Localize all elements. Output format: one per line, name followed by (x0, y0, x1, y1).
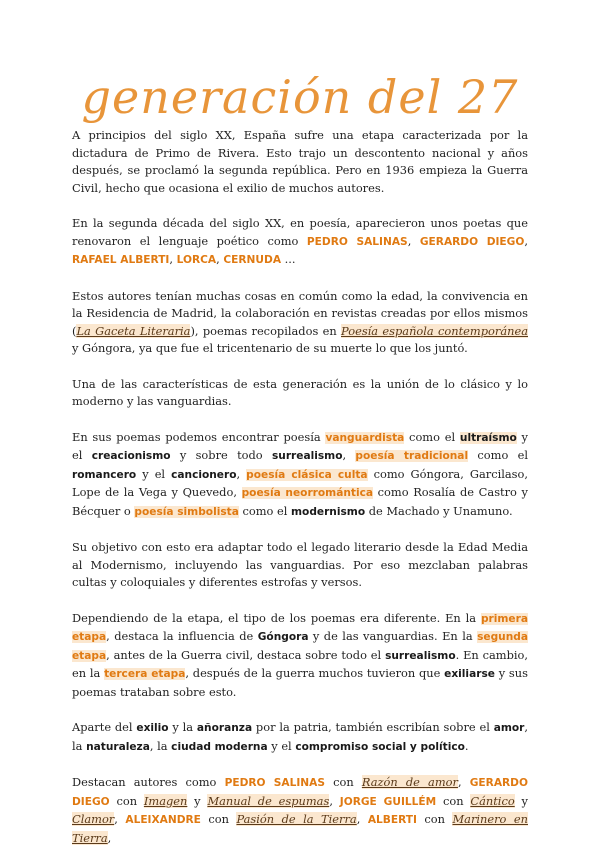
highlighted-term: segunda etapa (72, 631, 528, 662)
highlighted-term: GERARDO DIEGO (419, 235, 525, 248)
text-run: , después de la guerra muchos tuvieron que (185, 666, 445, 680)
text-run: con (200, 812, 237, 826)
text-run: ... (281, 252, 296, 266)
text-run: , (524, 233, 528, 248)
highlighted-term: modernismo (291, 505, 366, 518)
text-run: Una de las características de esta generación es la unión de lo clásico y lo moderno y las vanguardias. (72, 376, 528, 408)
text-run: y (514, 793, 528, 808)
highlighted-term: primera etapa (72, 612, 528, 643)
text-run: y el (72, 429, 528, 462)
text-run: y la (168, 720, 197, 734)
text-run: , (169, 252, 177, 266)
text-run: Su objetivo con esto era adaptar todo el legado literario desde la Edad Media al Modernismo, incluyendo las vanguardias. Por eso mezclaban palabras cultas y coloquiales y diferentes estrofas y versos. (72, 540, 528, 589)
text-run: con (416, 812, 453, 826)
text-run: y sus poemas trataban sobre esto. (72, 666, 528, 699)
text-run: , (236, 466, 247, 481)
work-title: Cántico (470, 793, 515, 808)
highlighted-term: vanguardista (325, 431, 405, 444)
highlighted-term: ALBERTI (367, 814, 417, 826)
highlighted-term: RAFAEL ALBERTI (72, 254, 170, 266)
paragraph-9 (72, 774, 528, 847)
text-run: como el (404, 429, 460, 444)
document-body (72, 127, 528, 865)
text-run: ), poemas recopilados en (190, 323, 342, 338)
text-run: En la segunda década del siglo XX, en poesía, aparecieron unos poetas que renovaron el lenguaje poético como (72, 216, 528, 248)
text-run: , destaca la influencia de (106, 629, 258, 643)
highlighted-term: poesía neorromántica (241, 487, 374, 499)
text-run: . En cambio, en la (72, 647, 529, 680)
text-run: , (107, 830, 112, 845)
highlighted-term: GERARDO DIEGO (72, 777, 528, 808)
highlighted-term: PEDRO SALINAS (306, 235, 408, 248)
text-run: , (407, 233, 420, 248)
text-run: , la (149, 738, 172, 753)
text-run: con (436, 793, 471, 808)
text-run: , (342, 448, 356, 462)
highlighted-term: PEDRO SALINAS (224, 777, 325, 789)
work-title: Pasión de la Tierra (236, 812, 357, 826)
text-run: , (356, 812, 368, 826)
text-run: , antes de la Guerra civil, destaca sobre todo el (106, 647, 386, 662)
work-title: Imagen (143, 793, 188, 808)
highlighted-term: surrealismo (385, 649, 456, 662)
highlighted-term: compromiso social y político (295, 740, 465, 753)
paragraph-8 (72, 719, 528, 756)
work-title: La Gaceta Literaria (76, 323, 191, 338)
highlighted-term: poesía clásica culta (246, 468, 368, 481)
paragraph-1 (72, 127, 528, 197)
text-run: Destacan autores como (72, 775, 225, 789)
text-run: con (324, 775, 362, 789)
work-title: Marinero en Tierra (72, 812, 528, 845)
text-run: por la patria, también escribían sobre el (252, 720, 494, 734)
text-run: A principios del siglo XX, España sufre una etapa caracterizada por la dictadura de Primo de Rivera. Esto trajo un descontento nacional y años después, se proclamó la segunda república. Pero en 1936 empieza la Guerra Civil, hecho que ocasiona el exilio de muchos autores. (72, 128, 528, 195)
highlighted-term: CERNUDA (223, 254, 282, 266)
text-run: Dependiendo de la etapa, el tipo de los poemas era diferente. En la (72, 610, 481, 625)
highlighted-term: JORGE GUILLÉM (339, 795, 437, 808)
text-run: y (187, 793, 208, 808)
text-run: En sus poemas podemos encontrar poesía (72, 429, 326, 444)
text-run: de Machado y Unamuno. (365, 503, 513, 518)
highlighted-term: romancero (72, 468, 137, 481)
highlighted-term: añoranza (196, 722, 253, 734)
text-run: como Góngora, Garcilaso, Lope de la Vega y Quevedo, (72, 466, 528, 499)
text-run: y sobre todo (170, 448, 272, 462)
highlighted-term: LORCA (176, 254, 217, 266)
paragraph-4 (72, 376, 528, 411)
highlighted-term: naturaleza (86, 740, 150, 753)
work-title: Poesía española contemporánea (341, 323, 528, 338)
text-run: y el (267, 738, 296, 753)
highlighted-term: Góngora (257, 631, 309, 643)
highlighted-term: exiliarse (444, 668, 495, 680)
highlighted-term: tercera etapa (104, 668, 186, 680)
highlighted-term: amor (493, 722, 525, 734)
text-run: , (114, 812, 126, 826)
text-run: como Rosalía de Castro y Bécquer o (72, 485, 528, 518)
text-run: con (109, 793, 144, 808)
paragraph-7 (72, 610, 528, 702)
text-run: , (216, 252, 224, 266)
work-title: Manual de espumas (207, 793, 330, 808)
paragraph-5 (72, 429, 528, 522)
text-run: y el (136, 466, 172, 481)
highlighted-term: poesía tradicional (355, 450, 469, 462)
text-run: Aparte del (72, 720, 137, 734)
paragraph-2 (72, 215, 528, 270)
paragraph-6 (72, 539, 528, 592)
paragraph-3 (72, 288, 528, 358)
text-run: , (329, 793, 340, 808)
highlighted-term: poesía simbolista (134, 505, 239, 518)
work-title: Razón de amor (361, 775, 458, 789)
page-title: generación del 27 (81, 70, 519, 124)
highlighted-term: ultraísmo (459, 431, 517, 444)
highlighted-term: exilio (136, 722, 169, 734)
text-run: , (457, 775, 470, 789)
text-run: , la (72, 720, 529, 753)
text-run: y de las vanguardias. En la (308, 629, 478, 643)
text-run: Estos autores tenían muchas cosas en común como la edad, la convivencia en la Residencia de Madrid, la colaboración en revistas creadas por ellos mismos ( (72, 288, 528, 338)
text-run: y Góngora, ya que fue el tricentenario de su muerte lo que los juntó. (72, 341, 468, 355)
highlighted-term: cancionero (171, 468, 237, 481)
highlighted-term: ALEIXANDRE (125, 814, 201, 826)
highlighted-term: surrealismo (271, 450, 343, 462)
text-run: . (464, 738, 469, 753)
highlighted-term: ciudad moderna (171, 740, 268, 753)
highlighted-term: creacionismo (91, 450, 171, 462)
text-run: como el (468, 448, 528, 462)
text-run: como el (238, 503, 291, 518)
work-title: Clamor (72, 812, 115, 826)
